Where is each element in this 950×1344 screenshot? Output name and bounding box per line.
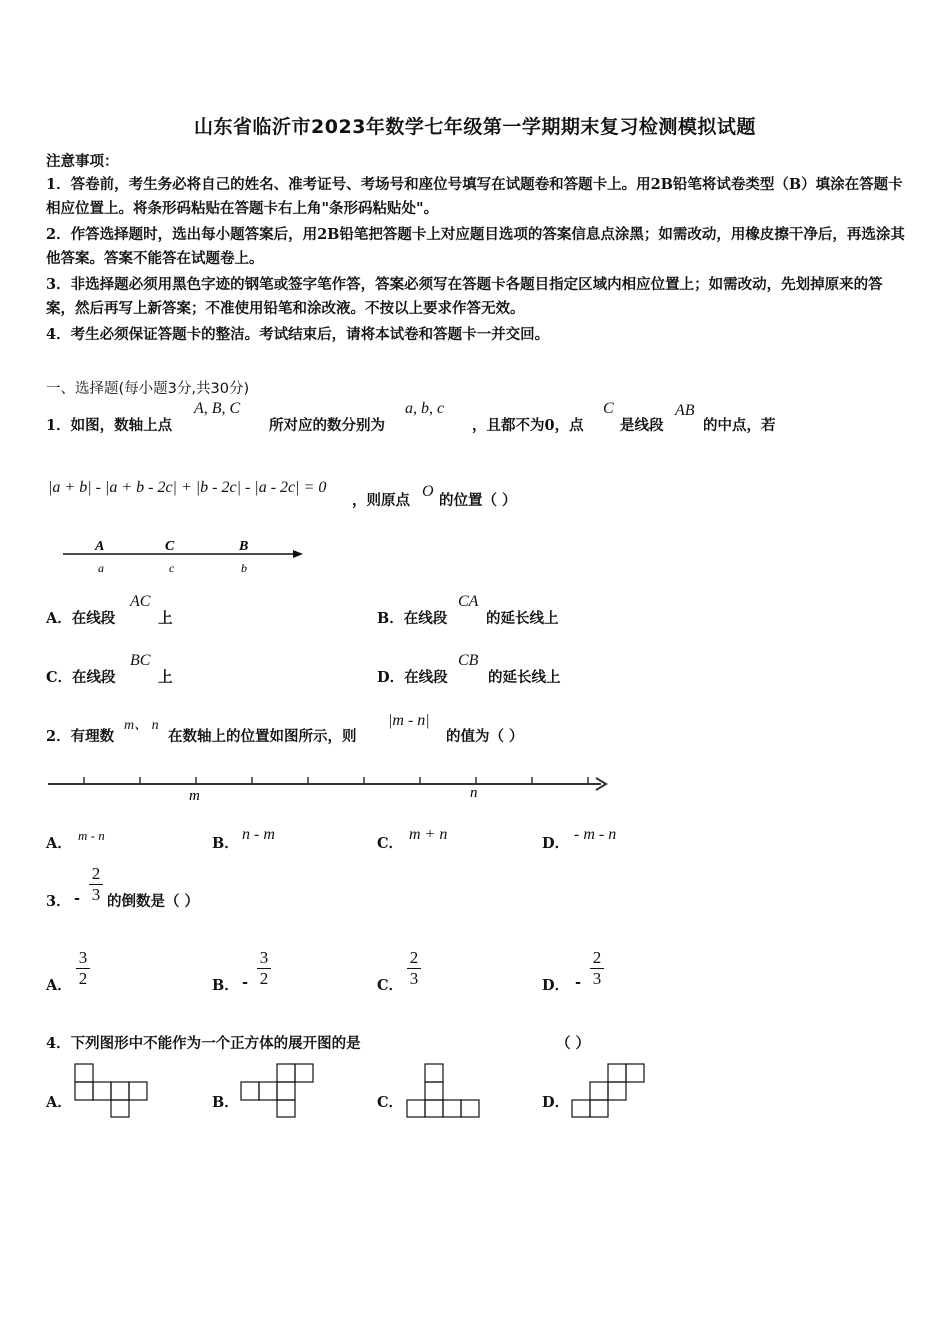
q2-fig-label-n: n bbox=[470, 785, 478, 801]
net-square bbox=[129, 1082, 147, 1100]
net-square bbox=[93, 1082, 111, 1100]
q4-option-b-net bbox=[239, 1062, 315, 1118]
notes-heading: 注意事项： bbox=[46, 153, 119, 170]
q1-fig-label-c-upper: C bbox=[165, 539, 175, 554]
q1-equation: |a + b| - |a + b - 2c| + |b - 2c| - |a - 2c| = 0 bbox=[48, 479, 327, 496]
q1-option-b-tail: 的延长线上 bbox=[486, 610, 559, 627]
net-square bbox=[590, 1082, 608, 1100]
q1-text-2: 所对应的数分别为 bbox=[269, 417, 385, 434]
net-square bbox=[277, 1100, 295, 1117]
q3-option-c-label: C． bbox=[377, 977, 404, 994]
q1-values: a, b, c bbox=[405, 400, 445, 417]
section-heading: 一、选择题(每小题3分,共30分) bbox=[46, 381, 250, 397]
note-item-3: 3．非选择题必须用黑色字迹的钢笔或签字笔作答，答案必须写在答题卡各题目指定区域内相应位置上；如需改动，先划掉原来的答案，然后再写上新答案；不准使用铅笔和涂改液。不按以上要求作答无效。 bbox=[46, 276, 883, 317]
q1-fig-label-a-lower: a bbox=[98, 561, 104, 575]
q1-origin: O bbox=[422, 483, 434, 500]
net-square bbox=[572, 1100, 590, 1117]
q1-segment-ab: AB bbox=[675, 402, 695, 419]
q3-denominator: 3 bbox=[91, 885, 101, 904]
q1-text-6: ，则原点 bbox=[352, 492, 410, 509]
q3-option-b-fraction bbox=[257, 948, 271, 989]
q4-option-a-net bbox=[73, 1062, 149, 1118]
q1-text-4: 是线段 bbox=[620, 417, 664, 434]
q2-option-b-value: n - m bbox=[242, 826, 275, 843]
net-square bbox=[407, 1100, 425, 1117]
net-square bbox=[626, 1064, 644, 1082]
net-square bbox=[241, 1082, 259, 1100]
q1-fig-label-a-upper: A bbox=[95, 539, 105, 554]
q3-option-c-den: 3 bbox=[409, 969, 419, 988]
net-square bbox=[608, 1064, 626, 1082]
q1-option-b-label: B．在线段 bbox=[377, 610, 448, 627]
q4-option-d-net bbox=[570, 1062, 646, 1118]
q4-option-c-label: C． bbox=[377, 1094, 404, 1111]
q3-option-d-fraction bbox=[590, 948, 604, 989]
net-square bbox=[75, 1082, 93, 1100]
q1-option-a-label: A．在线段 bbox=[46, 610, 116, 627]
q1-text-7: 的位置（ ） bbox=[439, 492, 517, 509]
q1-text-1: 1．如图，数轴上点 bbox=[46, 417, 173, 434]
q3-sign: - bbox=[74, 890, 81, 907]
q2-option-a-value: m - n bbox=[78, 828, 105, 843]
net-square bbox=[111, 1082, 129, 1100]
q3-option-d-den: 3 bbox=[592, 969, 602, 988]
q2-option-c-label: C． bbox=[377, 835, 404, 852]
q1-option-d-tail: 的延长线上 bbox=[488, 669, 561, 686]
net-square bbox=[608, 1082, 626, 1100]
q2-fig-label-m: m bbox=[189, 788, 200, 804]
q2-expression: |m - n| bbox=[388, 712, 430, 729]
q3-option-a-num: 3 bbox=[78, 948, 88, 967]
q2-option-d-label: D． bbox=[542, 835, 570, 852]
q3-fraction bbox=[89, 864, 103, 905]
q1-option-c-seg: BC bbox=[130, 652, 151, 669]
net-square bbox=[461, 1100, 479, 1117]
q2-text-3: 的值为（ ） bbox=[446, 728, 524, 745]
net-square bbox=[75, 1064, 93, 1082]
net-square bbox=[590, 1100, 608, 1117]
q1-option-a-seg: AC bbox=[130, 593, 151, 610]
net-square bbox=[443, 1100, 461, 1117]
q1-point-c: C bbox=[603, 400, 614, 417]
q1-fig-label-c-lower: c bbox=[169, 561, 175, 575]
note-item-1: 1．答卷前，考生务必将自己的姓名、准考证号、考场号和座位号填写在试题卷和答题卡上。用2B铅笔将试卷类型（B）填涂在答题卡相应位置上。将条形码粘贴在答题卡右上角"条形码粘贴处"。 bbox=[46, 176, 903, 217]
q1-option-a-tail: 上 bbox=[158, 610, 173, 627]
net-square bbox=[277, 1082, 295, 1100]
net-square bbox=[425, 1082, 443, 1100]
q1-axis-arrow bbox=[293, 550, 303, 558]
q1-option-b-seg: CA bbox=[458, 593, 479, 610]
net-square bbox=[259, 1082, 277, 1100]
q2-option-b-label: B． bbox=[212, 835, 239, 852]
q1-number-line-figure bbox=[55, 532, 315, 580]
q1-option-d-label: D．在线段 bbox=[377, 669, 448, 686]
q3-option-b-sign: - bbox=[242, 974, 249, 991]
q1-text-5: 的中点，若 bbox=[703, 417, 776, 434]
q3-option-b-num: 3 bbox=[259, 948, 269, 967]
q3-option-a-label: A． bbox=[46, 977, 72, 994]
q3-text-2: 的倒数是（ ） bbox=[107, 893, 200, 910]
net-square bbox=[277, 1064, 295, 1082]
q1-option-c-tail: 上 bbox=[158, 669, 173, 686]
q3-option-b-label: B． bbox=[212, 977, 239, 994]
q2-text-1: 2．有理数 bbox=[46, 728, 115, 745]
q3-option-a-fraction bbox=[76, 948, 90, 989]
q4-option-b-label: B． bbox=[212, 1094, 239, 1111]
q2-number-line-figure bbox=[46, 768, 616, 804]
q3-option-d-label: D． bbox=[542, 977, 570, 994]
q2-ticks bbox=[84, 777, 588, 784]
net-square bbox=[425, 1064, 443, 1082]
q3-option-c-fraction bbox=[407, 948, 421, 989]
q4-answer-paren: （ ） bbox=[556, 1035, 591, 1052]
q1-fig-label-b-lower: b bbox=[241, 561, 247, 575]
q2-option-a-label: A． bbox=[46, 835, 72, 852]
q3-option-b-den: 2 bbox=[259, 969, 269, 988]
q2-option-c-value: m + n bbox=[409, 826, 448, 843]
net-square bbox=[111, 1100, 129, 1117]
q3-option-d-num: 2 bbox=[592, 948, 602, 967]
q3-numerator: 2 bbox=[91, 864, 101, 883]
q3-option-a-den: 2 bbox=[78, 969, 88, 988]
q1-option-d-seg: CB bbox=[458, 652, 479, 669]
q2-option-d-value: - m - n bbox=[574, 826, 617, 843]
q4-option-c-net bbox=[405, 1062, 481, 1118]
q4-option-a-label: A． bbox=[46, 1094, 72, 1111]
q4-question-text: 4．下列图形中不能作为一个正方体的展开图的是 bbox=[46, 1035, 361, 1052]
q2-variables: m、 n bbox=[124, 718, 159, 733]
note-item-2: 2．作答选择题时，选出每小题答案后，用2B铅笔把答题卡上对应题目选项的答案信息点涂黑；如需改动，用橡皮擦干净后，再选涂其他答案。答案不能答在试题卷上。 bbox=[46, 226, 905, 267]
net-square bbox=[425, 1100, 443, 1117]
q3-option-d-sign: - bbox=[575, 974, 582, 991]
page-title: 山东省临沂市2023年数学七年级第一学期期末复习检测模拟试题 bbox=[194, 116, 756, 138]
q2-text-2: 在数轴上的位置如图所示，则 bbox=[168, 728, 357, 745]
q1-text-3: ，且都不为0，点 bbox=[472, 417, 584, 434]
q1-fig-label-b-upper: B bbox=[239, 539, 249, 554]
q1-points: A, B, C bbox=[194, 400, 241, 417]
q4-option-d-label: D． bbox=[542, 1094, 570, 1111]
q1-option-c-label: C．在线段 bbox=[46, 669, 116, 686]
note-item-4: 4．考生必须保证答题卡的整洁。考试结束后，请将本试卷和答题卡一并交回。 bbox=[46, 326, 550, 343]
q3-option-c-num: 2 bbox=[409, 948, 419, 967]
q3-text-1: 3． bbox=[46, 893, 71, 910]
net-square bbox=[295, 1064, 313, 1082]
